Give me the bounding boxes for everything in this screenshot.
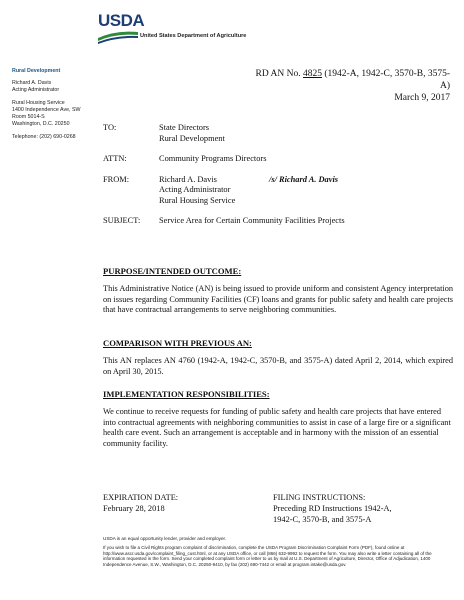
to-line2: Rural Development — [159, 133, 225, 143]
sidebar-address-line2: Room 5014-S — [12, 114, 45, 120]
sidebar-person-name: Richard A. Davis — [12, 80, 52, 86]
equal-opportunity-statement: USDA is an equal opportunity lender, provider and employer. — [103, 536, 227, 541]
sidebar-person-title: Acting Administrator — [12, 87, 60, 93]
implementation-heading: IMPLEMENTATION RESPONSIBILITIES: — [103, 389, 270, 399]
attn-label: ATTN: — [103, 154, 127, 163]
reference-date: March 9, 2017 — [394, 93, 450, 103]
memo-subject — [103, 216, 453, 227]
sidebar-address-line1: 1400 Independence Ave, SW — [12, 107, 81, 113]
complaint-footer: If you wish to file a Civil Rights program complaint of discrimination, complete the USDA Program Discrimination Complaint Form (PDF), found online at http://www.ascr.usda.gov/complaint_filing_cust.html, or at any USDA office, or call (866) 632-9992 to request the form. You may also write a letter containing all of the information requested in the form. Send your completed complaint form or letter to us by mail at U.S. Department of Agriculture, Director, Office of Adjudication, 1400 Independence Avenue, S.W., Washington, D.C. 20250-9410, by fax (202) 690-7442 or email at program.intake@usda.gov. — [103, 545, 432, 567]
department-name: United States Department of Agriculture — [140, 33, 247, 39]
memo-fields — [103, 123, 453, 237]
purpose-heading: PURPOSE/INTENDED OUTCOME: — [103, 266, 242, 276]
usda-logo — [98, 11, 145, 43]
reference-number — [250, 68, 450, 92]
filing-line2: 1942-C, 3570-B, and 3575-A — [273, 515, 372, 524]
reference-block — [250, 68, 450, 104]
reference-suffix: (1942-A, 1942-C, 3570-B, 3575-A) — [322, 69, 450, 91]
subject-value: Service Area for Certain Community Facilities Projects — [159, 216, 345, 225]
sidebar-telephone: Telephone: (202) 690-0268 — [12, 134, 76, 140]
comparison-heading: COMPARISON WITH PREVIOUS AN: — [103, 338, 252, 348]
sidebar — [12, 68, 102, 141]
to-line1: State Directors — [159, 123, 210, 132]
logo-swoosh-icon — [98, 30, 138, 60]
memo-from — [103, 175, 453, 207]
from-line1: Richard A. Davis — [159, 174, 217, 184]
filing-label: FILING INSTRUCTIONS: — [273, 493, 366, 502]
to-label: TO: — [103, 123, 117, 132]
from-line3: Rural Housing Service — [159, 195, 236, 205]
sidebar-person — [12, 80, 102, 94]
reference-prefix: RD AN No. — [255, 69, 304, 79]
expiration-label: EXPIRATION DATE: — [103, 493, 179, 502]
from-line2: Acting Administrator — [159, 185, 231, 194]
expiration-block — [103, 492, 178, 514]
comparison-text: This AN replaces AN 4760 (1942-A, 1942-C, 3570-B, and 3575-A) dated April 2, 2014, which expired on April 30, 2015. — [103, 356, 453, 376]
signature: /s/ Richard A. Davis — [269, 174, 339, 184]
from-label: FROM: — [103, 174, 130, 184]
logo-text: USDA — [98, 11, 145, 30]
purpose-text: This Administrative Notice (AN) is being issued to provide uniform and consistent Agency interpretation on issues regarding Community Facilities (CF) loans and grants for public safety and health care projects that have contractual arrangements to serve neighboring communities. — [103, 284, 453, 314]
attn-value: Community Programs Directors — [159, 154, 267, 163]
filing-block — [273, 492, 453, 525]
expiration-value: February 28, 2018 — [103, 504, 165, 513]
reference-number-value: 4825 — [303, 69, 323, 79]
sidebar-agency: Rural Development — [12, 68, 61, 74]
memo-attn — [103, 154, 453, 165]
sidebar-address-line3: Washington, D.C. 20250 — [12, 121, 70, 127]
subject-label: SUBJECT: — [103, 216, 141, 225]
sidebar-service: Rural Housing Service — [12, 100, 65, 106]
sidebar-address — [12, 100, 102, 128]
filing-line1: Preceding RD Instructions 1942-A, — [273, 504, 392, 513]
implementation-text: We continue to receive requests for funding of public safety and health care projects that have entered into contractual agreements with neighboring communities to assist in case of a large fire or a significant health care event. Such an arrangement is acceptable and in harmony with the mission of an essential community facility. — [103, 407, 451, 448]
memo-to — [103, 123, 453, 144]
